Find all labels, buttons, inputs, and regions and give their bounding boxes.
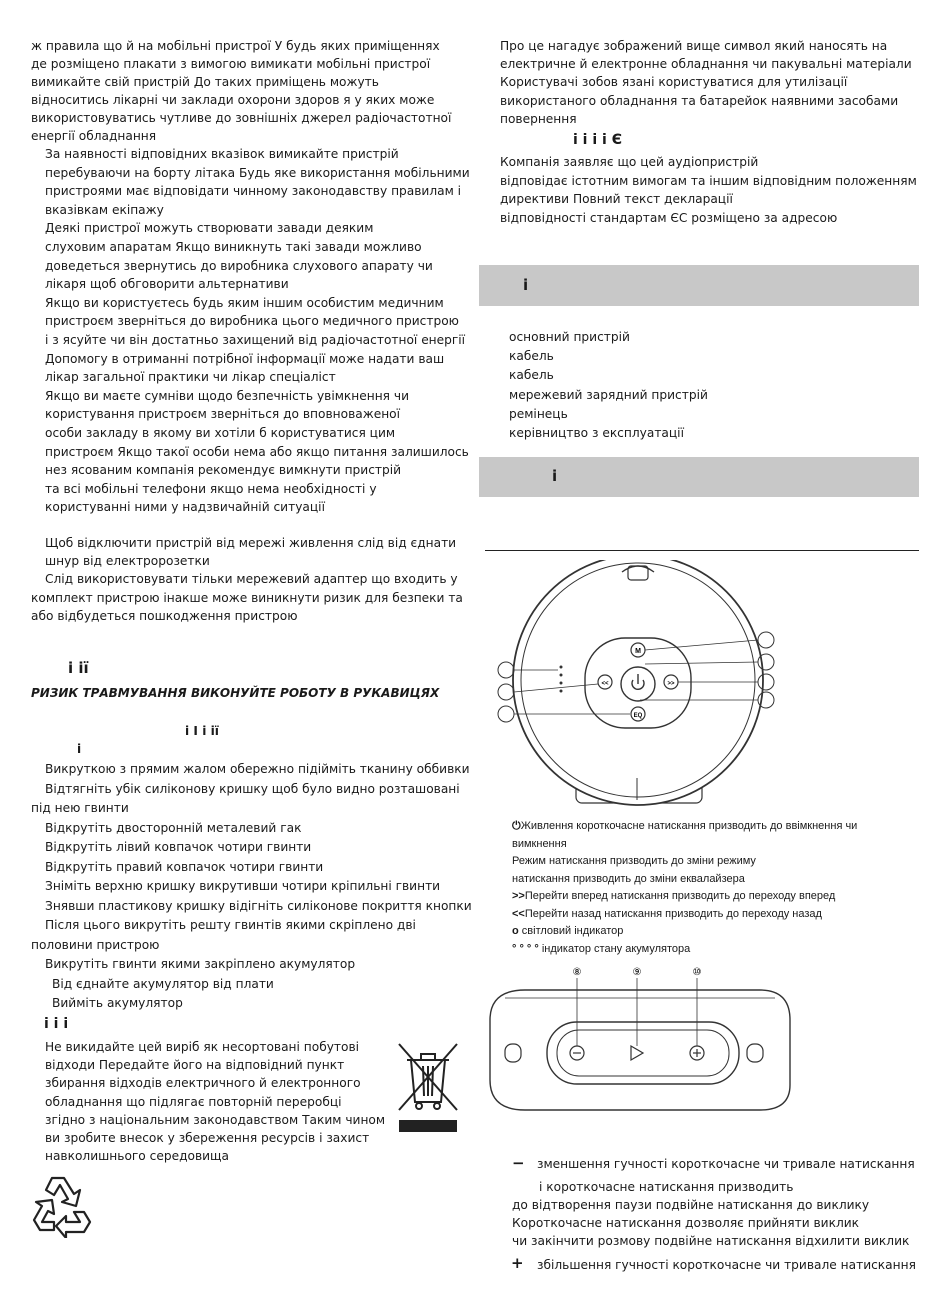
- legend-row: [512, 888, 835, 905]
- legend-text: світловий індикатор: [518, 925, 624, 937]
- disassembly-step: Від єднайте акумулятор від плати: [52, 976, 274, 991]
- device-overview-title: i: [552, 467, 558, 485]
- speaker-top-diagram: [490, 560, 790, 810]
- minus-text: зменшення гучності короткочасне чи тривале натискання: [537, 1157, 915, 1171]
- play-text-3: Короткочасне натискання дозволяє прийняти виклик: [512, 1216, 860, 1230]
- disassembly-step: Відтягніть убік силіконову кришку щоб було видно розташовані: [45, 781, 460, 796]
- paragraph-line: енергії обладнання: [31, 129, 157, 143]
- prev-button-label: <<: [601, 681, 609, 687]
- ce-line: відповідності стандартам ЄС розміщено за адресою: [500, 210, 838, 225]
- disassembly-step: Знявши пластикову кришку відігніть силіконове покриття кнопки: [45, 898, 472, 913]
- divider: [485, 550, 919, 551]
- paragraph-line: вимикайте свій пристрій До таких приміщень можуть: [31, 75, 379, 89]
- legend-row: [512, 941, 690, 958]
- power-paragraph-line: комплект пристрою інакше може виникнути ризик для безпеки та: [31, 590, 463, 605]
- callout-10: ⑩: [692, 967, 702, 978]
- disposal-line: згідно з національним законодавством Таким чином: [45, 1112, 386, 1127]
- legend-row: [512, 853, 756, 870]
- safety-paragraph-line: користування пристроєм зверніться до вповноваженої: [45, 407, 401, 422]
- paragraph-line: використовуватись чутливе до зовнішніх джерел радіочастотної: [31, 111, 452, 125]
- safety-paragraph-line: Допомогу в отриманні потрібної інформації може надати ваш: [45, 351, 445, 366]
- legend-row: [512, 906, 822, 923]
- legend-text: Живлення короткочасне натискання призводить до ввімкнення чи: [520, 820, 858, 832]
- disposal-line: збирання відходів електричного й електронного: [45, 1076, 361, 1091]
- battery-sub-heading-2: i: [77, 742, 82, 756]
- speaker-side-diagram: [485, 960, 800, 1120]
- disassembly-step: Викрутіть гвинти якими закріплено акумулятор: [45, 957, 356, 971]
- play-text-1: i короткочасне натискання призводить: [539, 1180, 794, 1194]
- paragraph-line: Користувачі зобов язані користуватися для утилізації: [500, 75, 848, 90]
- package-contents-bar: [479, 265, 919, 306]
- paragraph-line: ж правила що й на мобільні пристрої У будь яких приміщеннях: [31, 39, 440, 53]
- ce-heading: i i i i Є: [573, 132, 622, 148]
- paragraph-line: електричне й електронне обладнання чи пакувальні матеріали: [500, 57, 912, 72]
- safety-paragraph-line: Якщо ви маєте сумніви щодо безпечність увімкнення чи: [45, 388, 410, 403]
- eq-button-label: EQ: [633, 713, 643, 719]
- disassembly-step: половини пристрою: [31, 937, 160, 952]
- disassembly-step: Зніміть верхню кришку викрутивши чотири кріпильні гвинти: [45, 879, 441, 893]
- battery-sub-heading: i I i ії: [185, 724, 219, 738]
- plus-text: збільшення гучності короткочасне чи тривале натискання: [537, 1258, 916, 1272]
- paragraph-line: повернення: [500, 111, 577, 126]
- power-paragraph-line: Слід використовувати тільки мережевий адаптер що входить у: [45, 572, 458, 587]
- legend-text: Перейти назад натискання призводить до переходу назад: [524, 907, 822, 920]
- package-item: кабель: [509, 368, 554, 383]
- legend-text: вимкнення: [512, 837, 567, 850]
- package-item: керівництво з експлуатації: [509, 426, 684, 440]
- safety-paragraph-line: пристроєм Якщо такої особи нема або якщо питання залишилось: [45, 444, 469, 459]
- safety-paragraph-line: лікар загальної практики чи лікар спеціаліст: [45, 370, 336, 385]
- disassembly-step: під нею гвинти: [31, 801, 129, 815]
- safety-paragraph-line: та всі мобільні телефони якщо нема необхідності у: [45, 481, 377, 496]
- callout-8: ⑧: [572, 967, 582, 978]
- disassembly-step: Відкрутіть правий ковпачок чотири гвинти: [45, 859, 324, 874]
- legend-row: [512, 871, 745, 888]
- safety-paragraph-line: перебуваючи на борту літака Будь яке використання мобільними: [45, 165, 470, 180]
- safety-paragraph-line: Деякі пристрої можуть створювати завади деяким: [45, 221, 374, 236]
- play-text-4: чи закінчити розмову подвійне натискання відхилити виклик: [512, 1234, 910, 1248]
- mode-button-label: M: [635, 648, 641, 655]
- minus-icon: −: [512, 1154, 525, 1172]
- recycle-icon: [30, 1172, 94, 1238]
- ce-line: відповідає істотним вимогам та іншим відповідним положенням: [500, 173, 917, 188]
- safety-paragraph-line: пристроями має відповідати чинному законодавству правилам і: [45, 184, 462, 199]
- callout-9: ⑨: [632, 967, 642, 978]
- safety-paragraph-line: лікаря щоб обговорити альтернативи: [45, 277, 289, 292]
- disposal-line: навколишнього середовища: [45, 1149, 230, 1164]
- safety-paragraph-line: Якщо ви користуєтесь будь яким іншим особистим медичним: [45, 295, 444, 310]
- power-paragraph-line: або відбудеться пошкодження пристрою: [31, 608, 298, 623]
- battery-removal-heading: i ії: [68, 659, 89, 677]
- next-button-label: >>: [667, 681, 675, 687]
- paragraph-line: де розміщено плакати з вимогою вимикати мобільні пристрої: [31, 57, 431, 71]
- safety-paragraph-line: За наявності відповідних вказівок вимикайте пристрій: [45, 147, 399, 161]
- safety-paragraph-line: пристроєм зверніться до виробника цього медичного пристрою: [45, 314, 459, 329]
- power-paragraph-line: шнур від електророзетки: [45, 554, 210, 569]
- ce-line: директиви Повний текст декларації: [500, 192, 733, 207]
- legend-icon: >>: [512, 890, 525, 902]
- legend-icon: <<: [512, 907, 525, 920]
- play-text-2: до відтворення паузи подвійне натискання до виклику: [512, 1198, 870, 1212]
- paragraph-line: відноситись лікарні чи заклади охорони здоров я у яких може: [31, 93, 435, 107]
- plus-icon: +: [511, 1254, 524, 1272]
- legend-icon: ° ° ° °: [512, 942, 539, 955]
- safety-paragraph-line: особи закладу в якому ви хотіли б користуватися цим: [45, 426, 396, 440]
- legend-text: Режим натискання призводить до зміни режиму: [512, 855, 756, 867]
- legend-icon: o: [512, 925, 519, 937]
- package-item: кабель: [509, 349, 554, 364]
- safety-paragraph-line: і з ясуйте чи він достатньо захищений від радіочастотної енергії: [45, 333, 466, 347]
- disposal-line: відходи Передайте його на відповідний пункт: [45, 1058, 345, 1073]
- safety-paragraph-line: доведеться звернутись до виробника слухового апарату чи: [45, 258, 433, 273]
- package-item: мережевий зарядний пристрій: [509, 387, 708, 402]
- package-item: основний пристрій: [509, 330, 630, 344]
- legend-row: [512, 923, 623, 940]
- legend-row: [512, 836, 567, 853]
- package-contents-title: i: [523, 276, 529, 294]
- disassembly-step: Відкрутіть лівий ковпачок чотири гвинти: [45, 840, 312, 854]
- legend-row: [512, 818, 857, 835]
- disposal-heading: i i i: [44, 1016, 69, 1032]
- disassembly-step: Вийміть акумулятор: [52, 996, 183, 1010]
- disposal-line: обладнання що підлягає повторній переробці: [45, 1094, 342, 1109]
- safety-paragraph-line: слуховим апаратам Якщо виникнуть такі завади можливо: [45, 240, 422, 254]
- disposal-line: ви зробите внесок у збереження ресурсів і захист: [45, 1131, 370, 1145]
- device-overview-bar: [479, 457, 919, 497]
- disassembly-step: Викруткою з прямим жалом обережно підійміть тканину оббивки: [45, 762, 470, 776]
- power-paragraph-line: Щоб відключити пристрій від мережі живлення слід від єднати: [45, 536, 457, 550]
- legend-icon: ⏻: [512, 820, 521, 832]
- safety-paragraph-line: користуванні ними у надзвичайній ситуації: [45, 500, 325, 515]
- safety-paragraph-line: вказівкам екіпажу: [45, 202, 164, 217]
- weee-bin-icon: [393, 1040, 463, 1135]
- legend-text: Перейти вперед натискання призводить до переходу вперед: [524, 890, 836, 902]
- disassembly-step: Відкрутіть двосторонній металевий гак: [45, 820, 302, 835]
- disposal-line: Не викидайте цей виріб як несортовані побутові: [45, 1040, 360, 1054]
- paragraph-line: Про це нагадує зображений вище символ який наносять на: [500, 39, 888, 53]
- paragraph-line: використаного обладнання та батарейок наявними засобами: [500, 93, 899, 108]
- gloves-warning: РИЗИК ТРАВМУВАННЯ ВИКОНУЙТЕ РОБОТУ В РУКАВИЦЯХ: [31, 686, 440, 700]
- legend-text: натискання призводить до зміни еквалайзера: [512, 872, 745, 885]
- package-item: ремінець: [509, 406, 568, 421]
- safety-paragraph-line: нез ясованим компанія рекомендує вимкнути пристрій: [45, 463, 402, 478]
- legend-text: індикатор стану акумулятора: [538, 942, 691, 955]
- disassembly-step: Після цього викрутіть решту гвинтів якими скріплено дві: [45, 918, 416, 932]
- ce-line: Компанія заявляє що цей аудіопристрій: [500, 155, 759, 169]
